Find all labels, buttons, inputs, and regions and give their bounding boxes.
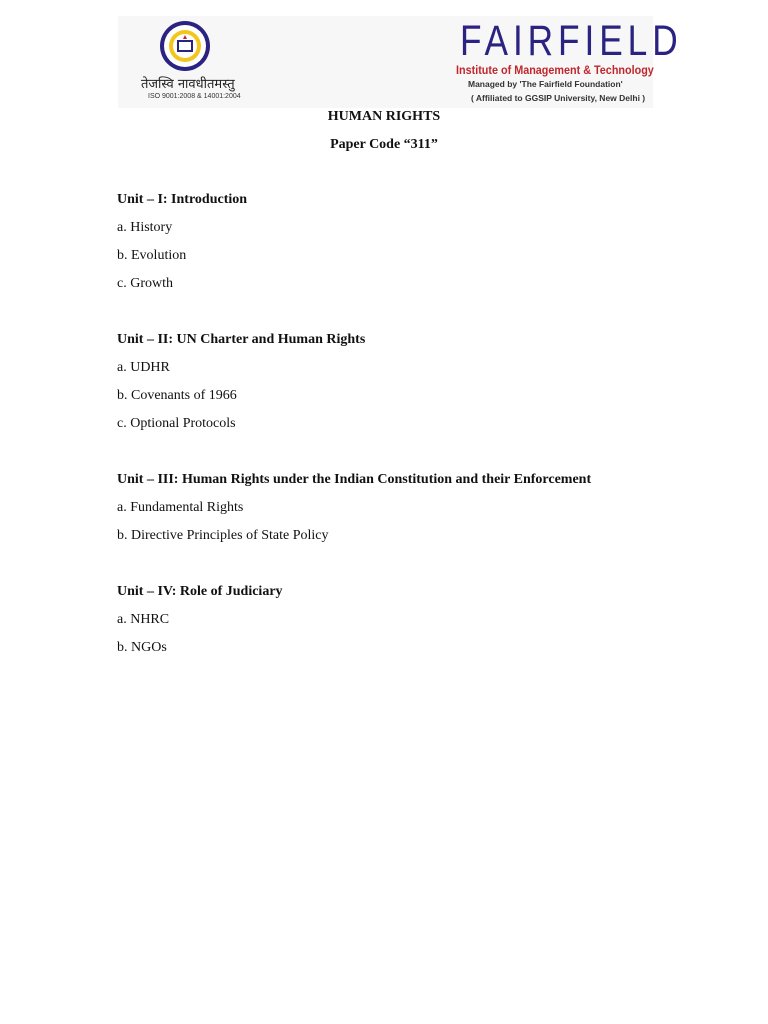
unit-item: a. History — [117, 220, 173, 235]
institute-seal-icon — [159, 20, 211, 72]
unit-heading: Unit – I: Introduction — [117, 192, 248, 207]
unit-section — [117, 472, 717, 556]
unit-item: c. Optional Protocols — [117, 416, 236, 431]
unit-item: a. NHRC — [117, 612, 170, 627]
unit-item: a. Fundamental Rights — [117, 500, 244, 515]
unit-section — [117, 332, 717, 444]
institute-motto: तेजस्वि नावधीतमस्तु — [141, 77, 235, 92]
unit-heading: Unit – III: Human Rights under the Indian Constitution and their Enforcement — [117, 472, 592, 487]
unit-item: c. Growth — [117, 276, 173, 291]
unit-heading: Unit – IV: Role of Judiciary — [117, 584, 283, 599]
document-title: HUMAN RIGHTS — [327, 109, 441, 124]
unit-heading: Unit – II: UN Charter and Human Rights — [117, 332, 366, 347]
unit-section — [117, 584, 717, 668]
syllabus-content — [117, 192, 717, 696]
institute-name: Institute of Management & Technology — [456, 63, 654, 77]
affiliation: ( Affiliated to GGSIP University, New Delhi ) — [471, 93, 646, 103]
unit-item: b. Directive Principles of State Policy — [117, 528, 329, 543]
iso-certification: ISO 9001:2008 & 14001:2004 — [148, 93, 241, 100]
paper-code: Paper Code “311” — [330, 137, 438, 152]
unit-item: b. NGOs — [117, 640, 167, 655]
managed-by: Managed by 'The Fairfield Foundation' — [468, 79, 623, 89]
letterhead — [118, 16, 683, 108]
unit-item: b. Covenants of 1966 — [117, 388, 237, 403]
unit-section — [117, 192, 717, 304]
brand-name: FAIRFIELD — [460, 17, 683, 65]
unit-item: b. Evolution — [117, 248, 187, 263]
unit-item: a. UDHR — [117, 360, 170, 375]
